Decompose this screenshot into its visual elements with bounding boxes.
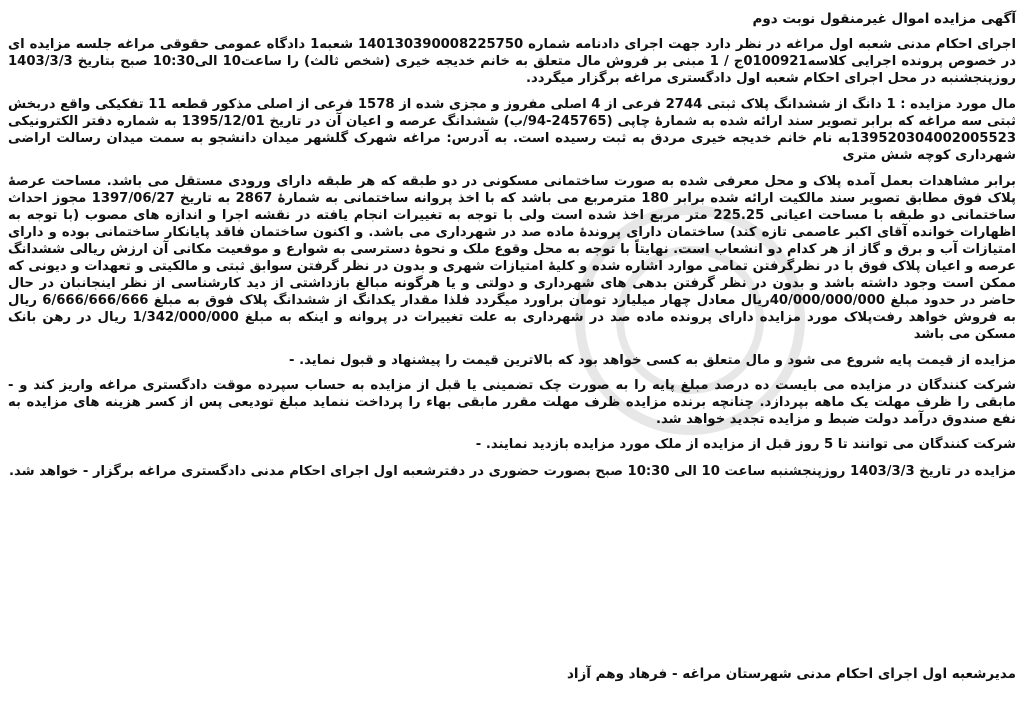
visit-terms-paragraph: شرکت کنندگان می توانند تا 5 روز قبل از مزایده از ملک مورد مزایده بازدید نمایند. - [475, 437, 1016, 452]
signature-line: مدیرشعبه اول اجرای احکام مدنی شهرستان مراغه - فرهاد وهم آزاد [566, 666, 1016, 682]
auction-date-paragraph: مزایده در تاریخ 1403/3/3 روزپنجشنبه ساعت 10 الی 10:30 صبح بصورت حضوری در دفترشعبه اول اجرای احکام مدنی دادگستری مراغه برگزار - خواهد شد. [9, 464, 1016, 479]
property-description-paragraph: مال مورد مزایده : 1 دانگ از ششدانگ پلاک ثبتی 2744 فرعی از 4 اصلی مفروز و مجزی شده از 1578 فرعی از اصلی مذکور قطعه 11 تفکیکی واقع دربخش ثبتی سه مراغه که برابر تصویر سند ارائه شده به شمارهٔ چاپی (245765-94/ب) ششدانگ عرصه و اعیان آن در تاریخ 1395/12/01 به شماره دفتر الکترونیکی 139520304002005523به نام خانم خدیجه خیری مردق به ثبت رسیده است. به آدرس: مراغه شهرک گلشهر میدان دانشجو به سمت میدان رسالت اراضی شهرداری کوچه شش متری [8, 97, 1017, 163]
deposit-terms-paragraph: شرکت کنندگان در مزایده می بایست ده درصد مبلغ پایه را به صورت چک تضمینی یا قبل از مزایده به حساب سپرده موقت دادگستری مراغه واریز کند و - مابقی را ظرف مهلت یک ماهه بپردازد. چنانچه برنده مزایده ظرف مهلت مقرر مابقی بهاء را پرداخت ننماید مبلغ تودیعی پس از کسر هزینه های مزایده به نفع صندوق درآمد دولت ضبط و مزایده تجدید خواهد شد. [8, 378, 1016, 427]
notice-title: آگهی مزایده اموال غیرمنقول نوبت دوم [752, 11, 1016, 27]
starting-price-paragraph: مزایده از قیمت پایه شروع می شود و مال متعلق به کسی خواهد بود که بالاترین قیمت را پیشنهاد و قبول نماید. - [289, 353, 1016, 368]
expert-appraisal-paragraph: برابر مشاهدات بعمل آمده پلاک و محل معرفی شده به صورت ساختمانی مسکونی در دو طبقه که هر طبقه دارای ورودی مستقل می باشد. مساحت عرصهٔ پلاک فوق مطابق تصویر سند مالکیت ارائه شده برابر 180 مترمربع می باشد که با اخذ پروانه ساختمانی به شمارهٔ 2867 به تاریخ 1397/06/27 مجوز احداث ساختمانی دو طبقه با مساحت اعیانی 225.25 متر مربع اخذ شده است ولی با توجه به تغییرات انجام یافته در نقشه اجرا و اندازه های مصوب (با توجه به اظهارات خوانده آقای اکبر عاصمی تازه کند) ساختمان دارای پروندهٔ ماده صد در شهرداری می باشد. و اکنون ساختمان فاقد پایانکار ساختمانی بوده و دارای امتیازات آب و برق و گاز از هر کدام دو انشعاب است. نهایتاً با توجه به محل وقوع ملک و نحوهٔ دسترسی به شوارع و موقعیت مکانی آن ارزش ریالی ششدانگ عرصه و اعیان پلاک فوق با در نظرگرفتن تمامی موارد اشاره شده و کلیهٔ امتیازات شهری و بدون در نظر گرفتن سوابق ثبتی و مالکیتی و تعهدات و دیونی که ممکن است وجود داشته باشد و بدون در نظر گرفتن بدهی های شهرداری و دولتی و یا هرگونه مبالغ بازداشتی از دید کارشناسی از نظر اینجانبان در حال حاضر در حدود مبلغ 40/000/000/000ریال معادل چهار میلیارد تومان براورد میگردد فلذا مقدار یکدانگ از ششدانگ پلاک فوق به مبلغ 6/666/666/666 ریال به فروش خواهد رفت‌پلاک مورد مزایده دارای پرونده ماده صد در شهرداری به علت تغییرات در پروانه و اینکه به مبلغ 1/342/000/000 ریال در رهن بانک مسکن می باشد [8, 174, 1017, 342]
auction-intro-paragraph: اجرای احکام مدنی شعبه اول مراغه در نظر دارد جهت اجرای دادنامه شماره 140130390008225750 شعبه1 دادگاه عمومی حقوقی مراغه جلسه مزایده ای در خصوص پرونده اجرایی کلاسه0100921ج / 1 مبنی بر فروش مال متعلق به خانم خدیجه خیری (شخص ثالث) را ساعت10 الی10:30 صبح بتاریخ 1403/3/3 روزپنجشنبه در محل اجرای احکام شعبه اول دادگستری مراغه برگزار میگردد. [8, 37, 1017, 86]
